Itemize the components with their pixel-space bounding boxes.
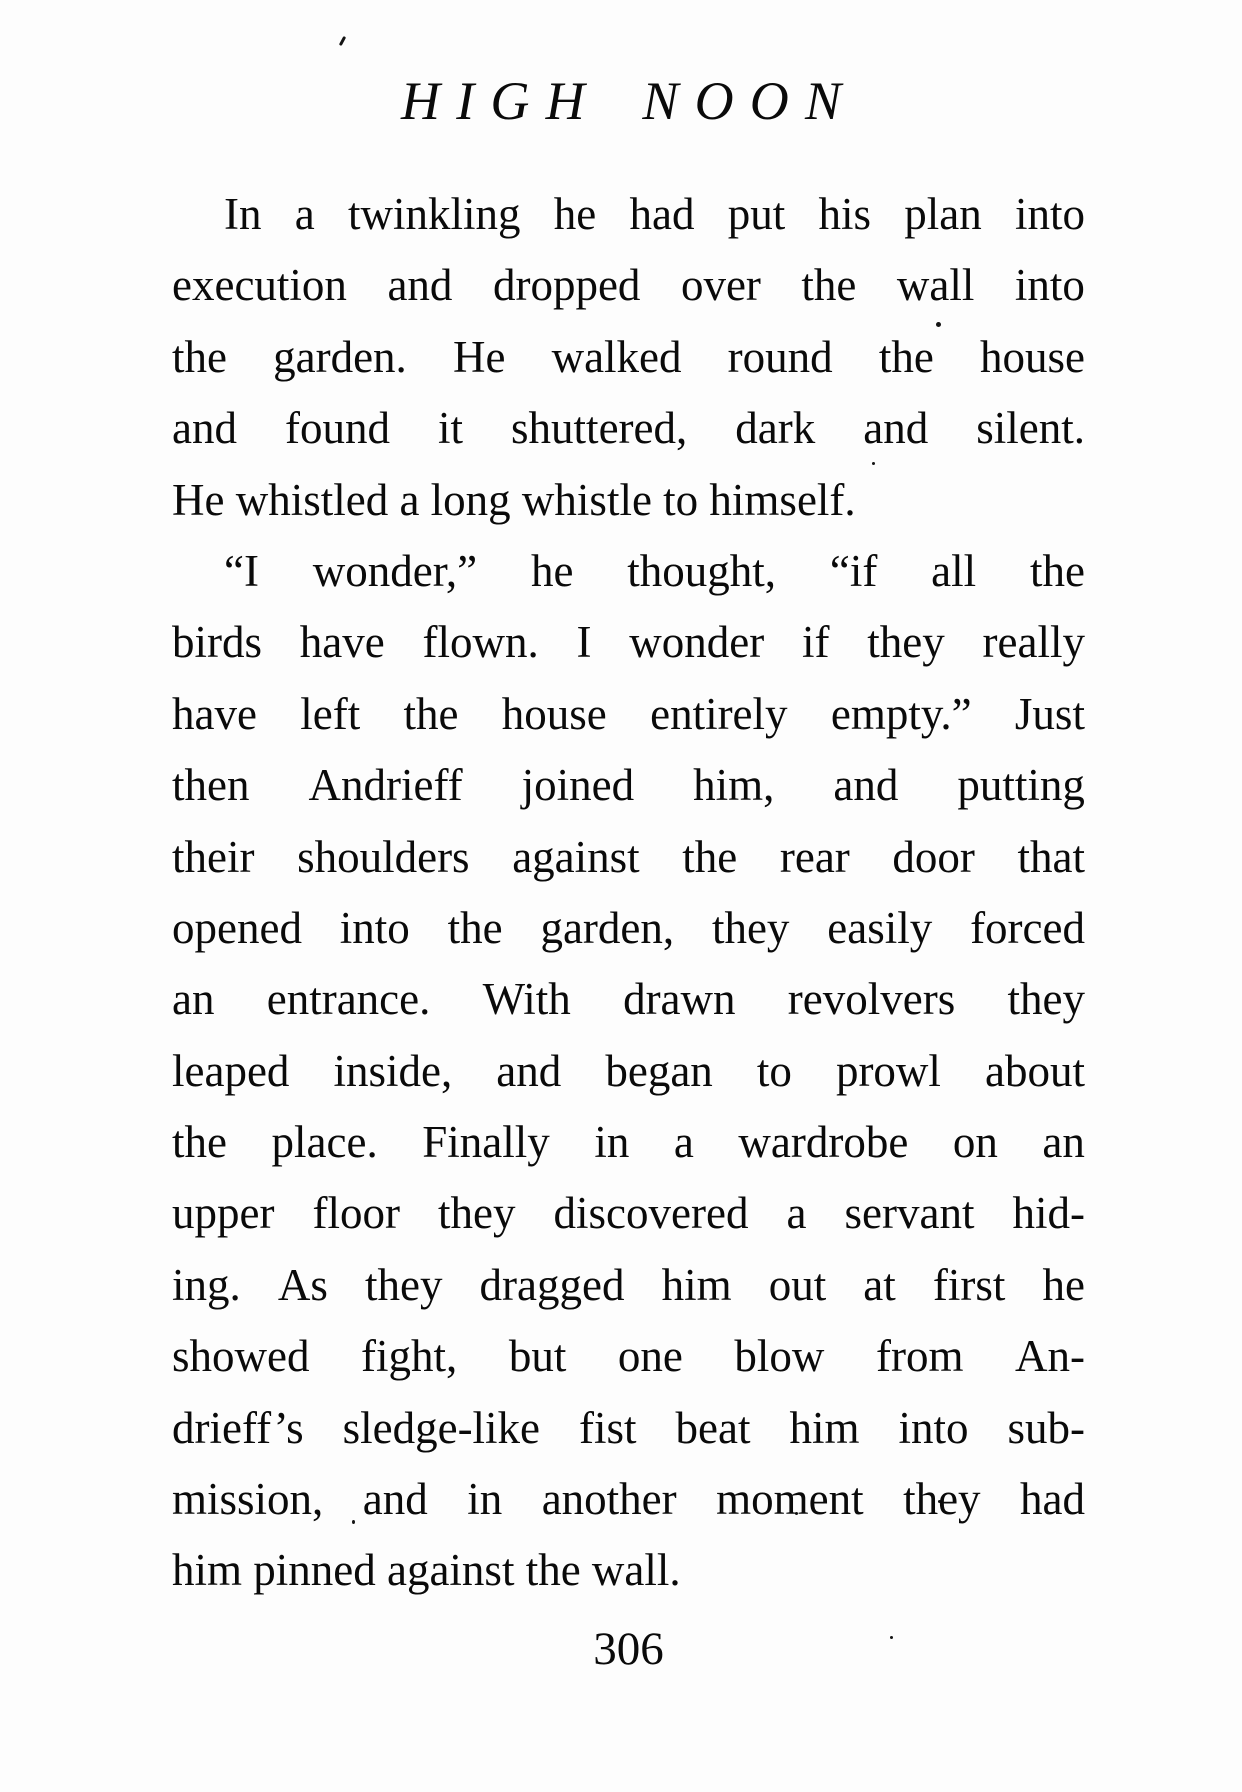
text-line: opened into the garden, they easily forced <box>172 902 1085 953</box>
text-line: the garden. He walked round the house <box>172 331 1085 382</box>
text-line: showed fight, but one blow from An- <box>172 1331 1085 1382</box>
text-line: drieff’s sledge-like fist beat him into sub- <box>172 1402 1085 1453</box>
page-text <box>172 179 1085 1607</box>
page-title: HIGH NOON <box>401 71 858 131</box>
text-line: leaped inside, and began to prowl about <box>172 1045 1085 1096</box>
text-line: birds have flown. I wonder if they really <box>172 617 1085 668</box>
text-line: upper floor they discovered a servant hid- <box>172 1188 1085 1239</box>
text-line: ing. As they dragged him out at first he <box>172 1259 1085 1310</box>
text-line: “I wonder,” he thought, “if all the <box>224 545 1085 596</box>
scan-speck <box>339 36 346 46</box>
text-line: an entrance. With drawn revolvers they <box>172 974 1085 1025</box>
text-line: him pinned against the wall. <box>172 1545 681 1596</box>
text-line: mission, and in another moment they had <box>172 1474 1085 1525</box>
text-line: their shoulders against the rear door that <box>172 831 1085 882</box>
text-line: He whistled a long whistle to himself. <box>172 474 856 525</box>
text-line: then Andrieff joined him, and putting <box>172 760 1085 811</box>
text-line: have left the house entirely empty.” Just <box>172 688 1085 739</box>
page-number: 306 <box>593 1623 664 1675</box>
text-line: the place. Finally in a wardrobe on an <box>172 1117 1085 1168</box>
text-line: and found it shuttered, dark and silent. <box>172 403 1085 454</box>
text-line: In a twinkling he had put his plan into <box>224 189 1085 239</box>
text-line: execution and dropped over the wall into <box>172 260 1085 311</box>
